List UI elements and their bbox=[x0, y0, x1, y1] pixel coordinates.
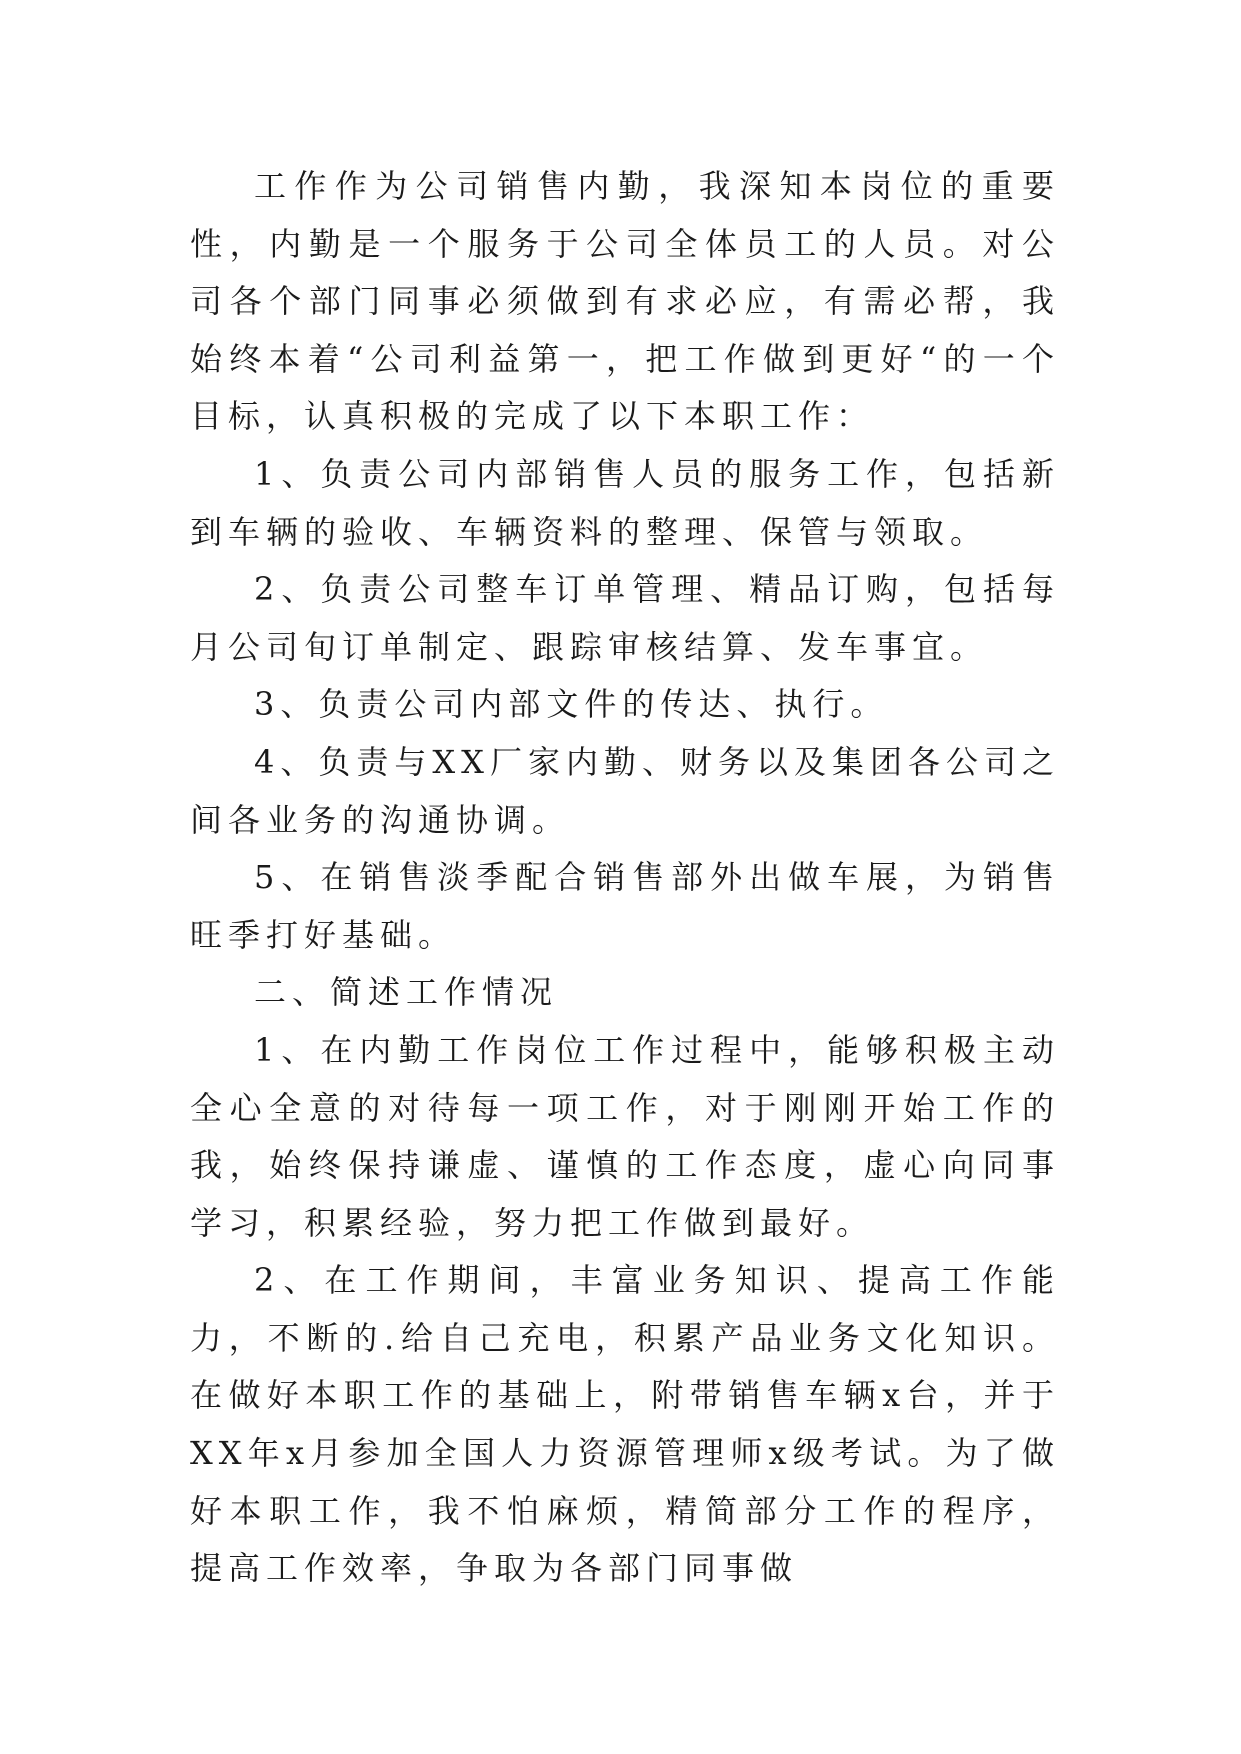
paragraph-duty-2: 2、负责公司整车订单管理、精品订购，包括每月公司旬订单制定、跟踪审核结算、发车事宜。 bbox=[190, 570, 1060, 666]
section-heading: 二、简述工作情况 bbox=[254, 973, 559, 1012]
paragraph-situation-1: 1、在内勤工作岗位工作过程中，能够积极主动全心全意的对待每一项工作，对于刚刚开始工作的我，始终保持谦虚、谨慎的工作态度，虚心向同事学习，积累经验，努力把工作做到最好。 bbox=[190, 1030, 1060, 1242]
paragraph-duty-5: 5、在销售淡季配合销售部外出做车展，为销售旺季打好基础。 bbox=[190, 858, 1060, 954]
paragraph-duty-4: 4、负责与XX厂家内勤、财务以及集团各公司之间各业务的沟通协调。 bbox=[190, 742, 1060, 839]
paragraph-duty-1: 1、负责公司内部销售人员的服务工作，包括新到车辆的验收、车辆资料的整理、保管与领取。 bbox=[190, 454, 1060, 551]
paragraph-intro: 工作作为公司销售内勤，我深知本岗位的重要性，内勤是一个服务于公司全体员工的人员。对公司各个部门同事必须做到有求必应，有需必帮，我始终本着“公司利益第一，把工作做到更好“的一个目标，认真积极的完成了以下本职工作： bbox=[190, 167, 1060, 436]
document-body bbox=[190, 158, 1060, 1598]
paragraph-duty-3: 3、负责公司内部文件的传达、执行。 bbox=[254, 685, 889, 724]
paragraph-situation-2: 2、在工作期间，丰富业务知识、提高工作能力，不断的.给自己充电，积累产品业务文化知识。在做好本职工作的基础上，附带销售车辆x台，并于XX年x月参加全国人力资源管理师x级考试。为了做好本职工作，我不怕麻烦，精简部分工作的程序，提高工作效率，争取为各部门同事做 bbox=[190, 1261, 1060, 1588]
